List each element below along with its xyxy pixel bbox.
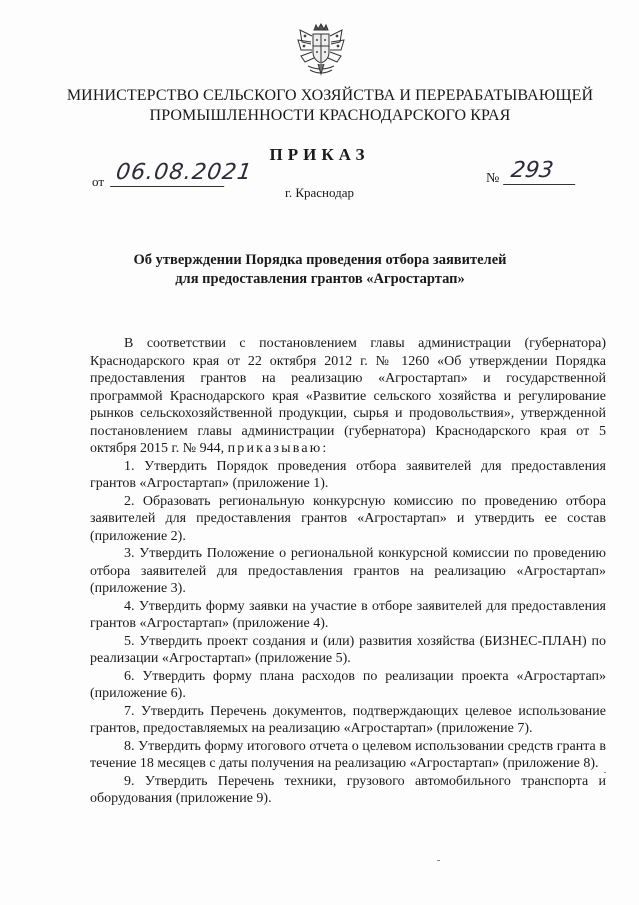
list-item: 7. Утвердить Перечень документов, подтверждающих целевое использование грантов, предоставляемых на реализацию «Агростартап» (приложение 7). (90, 703, 606, 736)
number-prefix: № (486, 171, 500, 186)
order-title-line-1: Об утверждении Порядка проведения отбора заявителей (133, 252, 507, 268)
ministry-name (60, 86, 600, 126)
date-prefix: от (92, 174, 105, 189)
list-item: 3. Утвердить Положение о региональной конкурсной комиссии по проведению отбора заявителей для предоставления грантов на реализацию «Агростартап» (приложение 3). (90, 546, 606, 596)
preamble-text: В соответствии с постановлением главы администрации (губернатора) Краснодарского края от 22 октября 2012 г. № 1260 «Об утверждении Порядка предоставления грантов на реализацию «Агростартап» и государственной программой Краснодарского края «Развитие сельского хозяйства и регулирование рынков сельскохозяйственной продукции, сырья и продовольствия», утвержденной постановлением главы администрации (губернатора) Краснодарского края от 5 октября 2015 г. № 944, (90, 336, 606, 456)
preamble (90, 335, 606, 458)
scan-speck (604, 772, 606, 773)
order-title-line-2: для предоставления грантов «Агростартап» (175, 271, 465, 287)
order-word: приказываю: (227, 441, 329, 456)
order-number: 293 (503, 158, 579, 185)
list-item: 6. Утвердить форму плана расходов по реализации проекта «Агростартап» (приложение 6). (90, 668, 606, 701)
ministry-line-2: ПРОМЫШЛЕННОСТИ КРАСНОДАРСКОГО КРАЯ (149, 107, 511, 124)
scan-speck (437, 860, 440, 861)
krasnodar-coat-of-arms-icon (296, 22, 346, 78)
document-type: ПРИКАЗ (269, 145, 370, 164)
list-item: 4. Утвердить форму заявки на участие в отборе заявителей для предоставления грантов «Агростартап» (приложение 4). (90, 598, 606, 631)
list-item: 9. Утвердить Перечень техники, грузового автомобильного транспорта и оборудования (приложение 9). (90, 773, 606, 806)
order-date: 06.08.2021 (110, 160, 228, 187)
ministry-line-1: МИНИСТЕРСТВО СЕЛЬСКОГО ХОЗЯЙСТВА И ПЕРЕРАБАТЫВАЮЩЕЙ (66, 87, 594, 104)
list-item: 5. Утвердить проект создания и (или) развития хозяйства (БИЗНЕС-ПЛАН) по реализации «Агростартап» (приложение 5). (90, 633, 606, 666)
city: г. Краснодар (284, 185, 355, 200)
order-title (60, 251, 580, 289)
order-body (90, 335, 606, 808)
list-item: 2. Образовать региональную конкурсную комиссию по проведению отбора заявителей для предоставления грантов «Агростартап» и утвердить ее состав (приложение 2). (90, 493, 606, 544)
list-item: 8. Утвердить форму итогового отчета о целевом использовании средств гранта в течение 18 месяцев с даты получения на реализацию «Агростартап» (приложение 8). (90, 738, 606, 771)
list-item: 1. Утвердить Порядок проведения отбора заявителей для предоставления грантов «Агростартап» (приложение 1). (90, 458, 606, 491)
